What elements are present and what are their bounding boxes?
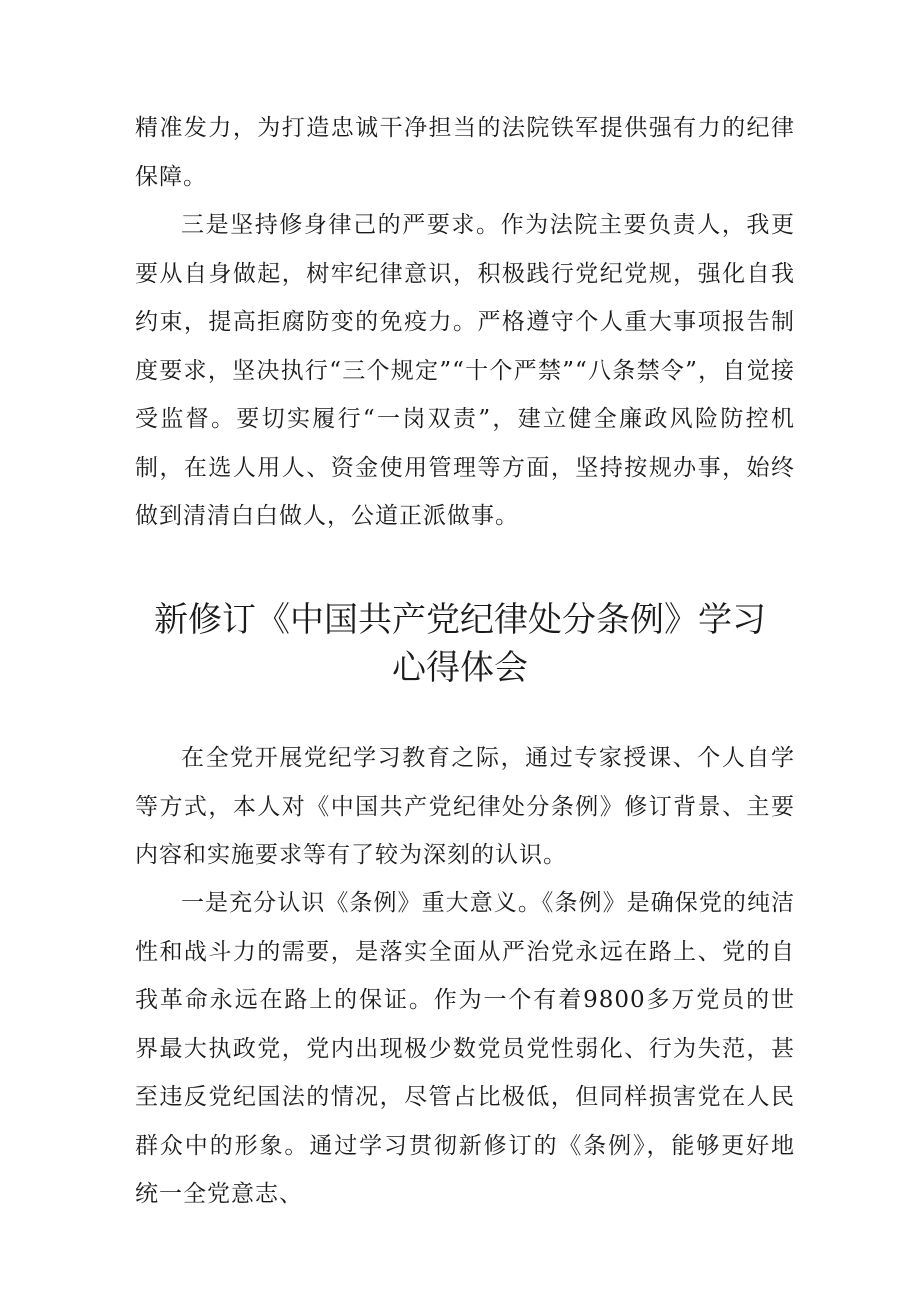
paragraph-intro: 在全党开展党纪学习教育之际，通过专家授课、个人自学等方式，本人对《中国共产党纪律处分条例》修订背景、主要内容和实施要求等有了较为深刻的认识。	[135, 745, 795, 868]
document-title-line-1: 新修订《中国共产党纪律处分条例》学习	[154, 600, 766, 640]
paragraph-point-one: 一是充分认识《条例》重大意义。《条例》是确保党的纯洁性和战斗力的需要，是落实全面从严治党永远在路上、党的自我革命永远在路上的保证。作为一个有着9800多万党员的世界最大执政党，党内出现极少数党员党性弱化、行为失范，甚至违反党纪国法的情况，尽管占比极低，但同样损害党在人民群众中的形象。通过学习贯彻新修订的《条例》，能够更好地统一全党意志、	[135, 890, 795, 1207]
paragraph-continuation: 精准发力，为打造忠诚干净担当的法院铁军提供强有力的纪律保障。	[135, 115, 795, 190]
document-title-line-2: 心得体会	[392, 648, 528, 688]
paragraph-point-three: 三是坚持修身律己的严要求。作为法院主要负责人，我更要从自身做起，树牢纪律意识，积极践行党纪党规，强化自我约束，提高拒腐防变的免疫力。严格遵守个人重大事项报告制度要求，坚决执行“三个规定”“十个严禁”“八条禁令”，自觉接受监督。要切实履行“一岗双责”，建立健全廉政风险防控机制，在选人用人、资金使用管理等方面，坚持按规办事，始终做到清清白白做人，公道正派做事。	[135, 212, 795, 529]
